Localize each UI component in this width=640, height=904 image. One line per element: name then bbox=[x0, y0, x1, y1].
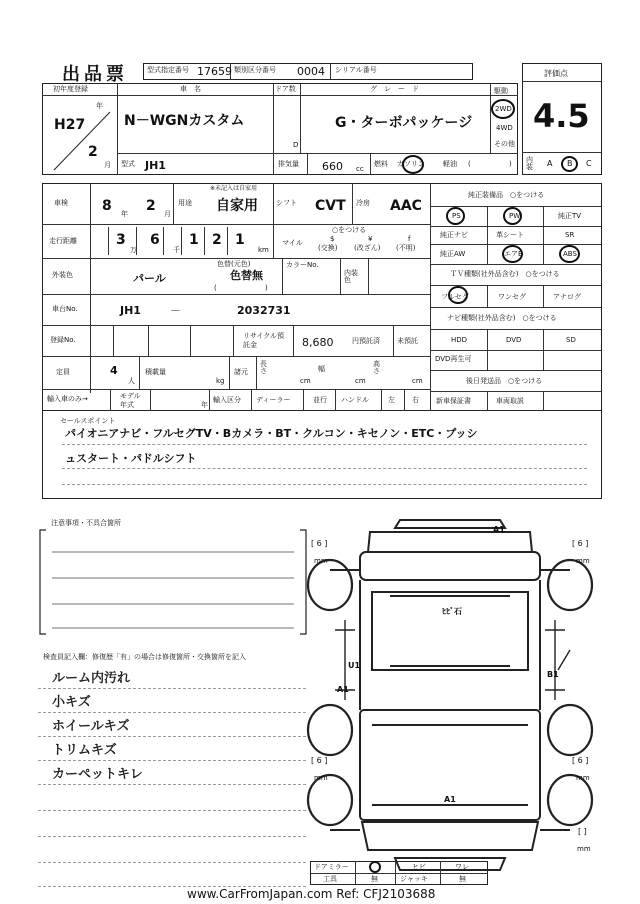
car-name: N－WGNカスタム bbox=[124, 113, 245, 129]
recycle-unpaid: 未預託 bbox=[397, 337, 418, 345]
interior-b-circle bbox=[561, 156, 578, 172]
sales-point-line-1: パイオニアナビ・フルセグTV・Bカメラ・BT・クルコン・キセノン・ETC・プッシ bbox=[65, 427, 478, 440]
first-reg-slash bbox=[50, 110, 112, 172]
chassis-number: 2032731 bbox=[237, 304, 291, 317]
tread-rear-left-mm: mm bbox=[314, 774, 328, 782]
page-title: 出品票 bbox=[62, 64, 128, 85]
import-class-label: 輸入区分 bbox=[213, 396, 241, 404]
later-title: 後日発送品 ○をつける bbox=[466, 377, 543, 385]
later-warranty: 新車保証書 bbox=[436, 397, 471, 405]
inspection-year: 8 bbox=[102, 198, 112, 214]
mileage-digit-5: 1 bbox=[235, 232, 245, 248]
use-note: ※未記入は自家用 bbox=[210, 185, 258, 192]
damage-b1: B1 bbox=[547, 670, 559, 679]
drive-2wd-circle bbox=[491, 99, 515, 119]
equip-navi: 純正ナビ bbox=[440, 231, 468, 239]
fuel-label: 燃料 bbox=[374, 160, 388, 168]
dims-height: 高さ bbox=[373, 360, 380, 375]
load-kg: kg bbox=[216, 377, 225, 385]
damage-a1-top: A1 bbox=[493, 525, 505, 534]
navi-sd: SD bbox=[566, 336, 576, 344]
tv-title: ＴＶ種類(社外品含む) ○をつける bbox=[450, 270, 560, 278]
unknown-label: (不明) bbox=[396, 244, 416, 252]
fuel-paren-close: ) bbox=[509, 160, 512, 168]
handle-right: 右 bbox=[412, 396, 419, 404]
legend-ware: ワレ bbox=[455, 863, 469, 871]
interior-a: A bbox=[547, 159, 553, 168]
equip-aw: 純正AW bbox=[440, 250, 466, 258]
equip-pw-circle bbox=[503, 207, 522, 225]
mileage-km: km bbox=[258, 246, 269, 254]
recycle-label: リサイクル預託金 bbox=[243, 332, 285, 349]
model-year-nen: 年 bbox=[201, 401, 208, 409]
repaint-paren-open: ( bbox=[214, 284, 217, 292]
legend-mirror-circle bbox=[369, 861, 381, 873]
model-label: 型式 bbox=[121, 160, 135, 168]
recycle-paid: 円預託済 bbox=[352, 337, 380, 345]
equip-abs-circle bbox=[559, 245, 580, 263]
rating-label: 評価点 bbox=[544, 69, 568, 78]
exchange-symbol: $ bbox=[330, 235, 335, 243]
month-suffix: 月 bbox=[104, 161, 111, 169]
equip-ps: PS bbox=[452, 212, 461, 220]
year-suffix: 年 bbox=[96, 102, 103, 110]
miles-label: マイル bbox=[282, 239, 303, 247]
fuel-diesel: 軽油 bbox=[443, 160, 457, 168]
damage-u1: U1 bbox=[348, 661, 361, 670]
legend-jack-value: 無 bbox=[459, 875, 466, 883]
mileage-man: 万 bbox=[130, 246, 137, 254]
legend-door-mirror: ドアミラー bbox=[314, 863, 349, 871]
inspector-label: 検査員記入欄：修復歴「有」の場合は修復箇所・交換箇所を記入 bbox=[43, 653, 246, 661]
tread-front-right-mm: mm bbox=[576, 557, 590, 565]
navi-dvd: DVD bbox=[506, 336, 522, 344]
tamper-symbol: ¥ bbox=[368, 235, 373, 243]
color-no-label: カラーNo. bbox=[286, 261, 319, 269]
tread-rear-right: [ 6 ] bbox=[572, 756, 589, 765]
equip-abs: ABS bbox=[563, 250, 577, 258]
repaint-paren-close: ) bbox=[265, 284, 268, 292]
chassis-prefix: JH1 bbox=[120, 304, 141, 317]
damage-a1-bottom: A1 bbox=[444, 795, 456, 804]
equip-airbag-circle bbox=[502, 245, 523, 263]
load-label: 積載量 bbox=[145, 368, 166, 376]
color-value: パール bbox=[133, 272, 166, 285]
doors-d: D bbox=[293, 141, 299, 149]
ac-value: AAC bbox=[390, 198, 422, 214]
inspection-label: 車検 bbox=[54, 199, 68, 207]
inspection-gatsu: 月 bbox=[164, 210, 171, 218]
legend-tools: 工具 bbox=[323, 875, 337, 883]
grade: G・ターボパッケージ bbox=[335, 115, 473, 131]
car-name-label: 車 名 bbox=[180, 85, 201, 93]
dims-length: 長さ bbox=[260, 360, 267, 375]
mileage-sen: 千 bbox=[173, 246, 180, 254]
handle-left: 左 bbox=[388, 396, 395, 404]
interior-c: C bbox=[586, 159, 592, 168]
dims-width: 幅 bbox=[318, 365, 325, 373]
drive-label: 駆動 bbox=[494, 87, 508, 95]
tread-spare: [ ] bbox=[578, 827, 587, 836]
model-year-label: モデル年式 bbox=[120, 392, 141, 409]
note-item-1: ルーム内汚れ bbox=[52, 671, 131, 686]
damage-a1-left: A1 bbox=[337, 685, 349, 694]
repaint-value: 色替無 bbox=[230, 269, 263, 282]
shift-label: シフト bbox=[276, 199, 297, 207]
model: JH1 bbox=[145, 159, 166, 172]
car-body-diagram bbox=[300, 510, 600, 890]
capacity-label: 定員 bbox=[56, 368, 70, 376]
type-number-label: 型式指定番号 bbox=[147, 66, 189, 74]
tamper-label: (改ざん) bbox=[354, 244, 381, 252]
type-number-value: 17659 bbox=[197, 65, 232, 78]
use-label: 用途 bbox=[178, 199, 192, 207]
tread-rear-left: [ 6 ] bbox=[311, 756, 328, 765]
registration-label: 登録No. bbox=[50, 336, 76, 344]
tv-oneseg: ワンセグ bbox=[498, 293, 526, 301]
rating-value: 4.5 bbox=[533, 97, 590, 135]
sales-point-label: セールスポイント bbox=[60, 417, 116, 425]
inspection-month: 2 bbox=[146, 198, 156, 214]
inspection-nen: 年 bbox=[121, 210, 128, 218]
mileage-digit-1: 3 bbox=[116, 232, 126, 248]
equip-pw: PW bbox=[509, 212, 521, 220]
shift-value: CVT bbox=[315, 198, 346, 214]
dvd-playback: DVD再生可 bbox=[435, 355, 472, 363]
first-reg-era: H27 bbox=[54, 117, 86, 133]
class-number-label: 類別区分番号 bbox=[234, 66, 276, 74]
mileage-label: 走行距離 bbox=[49, 237, 77, 245]
dims-width-cm: cm bbox=[355, 377, 366, 385]
drive-4wd: 4WD bbox=[496, 124, 513, 132]
chassis-label: 車台No. bbox=[52, 305, 78, 313]
equip-ps-circle bbox=[446, 207, 465, 225]
mileage-circle-note: ○をつける bbox=[332, 226, 367, 234]
fuel-gasoline: ガソリン bbox=[397, 160, 425, 168]
legend-hibi: ヒビ bbox=[412, 863, 426, 871]
fuel-gasoline-circle bbox=[402, 155, 424, 174]
tread-spare-mm: mm bbox=[577, 845, 591, 853]
mileage-digit-2: 6 bbox=[150, 232, 160, 248]
sales-point-line-2: ュスタート・パドルシフト bbox=[65, 452, 197, 465]
caution-bracket bbox=[38, 528, 308, 638]
equip-leather: 革シート bbox=[496, 231, 524, 239]
displacement-label: 排気量 bbox=[278, 160, 299, 168]
doors-label: ドア数 bbox=[275, 85, 296, 93]
exchange-label: (交換) bbox=[318, 244, 338, 252]
legend-jack: ジャッキ bbox=[400, 875, 428, 883]
cc-unit: cc bbox=[356, 165, 364, 173]
capacity-value: 4 bbox=[110, 364, 118, 377]
note-item-2: 小キズ bbox=[52, 695, 91, 710]
equip-airbag: エアB bbox=[504, 250, 523, 258]
damage-hibi: ﾋﾋﾞ石 bbox=[442, 607, 462, 616]
equipment-title: 純正装備品 ○をつける bbox=[468, 191, 545, 199]
color-label: 外装色 bbox=[52, 271, 73, 279]
dims-label: 諸元 bbox=[234, 368, 248, 376]
note-item-5: カーペットキレ bbox=[52, 767, 143, 782]
grade-label: グ レ ー ド bbox=[370, 85, 419, 93]
tv-fullseg: フルセグ bbox=[441, 293, 469, 301]
equip-sr: SR bbox=[565, 231, 575, 239]
fuel-paren-open: ( bbox=[468, 160, 471, 168]
tv-analog: アナログ bbox=[553, 293, 581, 301]
serial-number-label: シリアル番号 bbox=[335, 66, 377, 74]
tread-rear-right-mm: mm bbox=[576, 774, 590, 782]
dims-length-cm: cm bbox=[300, 377, 311, 385]
caution-label: 注意事項・不具合箇所 bbox=[51, 519, 121, 527]
interior-b: B bbox=[567, 159, 573, 168]
interior-color-label: 内装色 bbox=[344, 269, 358, 284]
dealer: ディーラー bbox=[256, 396, 291, 404]
dims-height-cm: cm bbox=[412, 377, 423, 385]
tread-front-right: [ 6 ] bbox=[572, 539, 589, 548]
tv-fullseg-circle bbox=[448, 286, 468, 304]
class-number-value: 0004 bbox=[297, 65, 325, 78]
watermark: www.CarFromJapan.com Ref: CFJ2103688 bbox=[187, 887, 436, 901]
handle-label: ハンドル bbox=[341, 396, 369, 404]
first-reg-month: 2 bbox=[88, 144, 98, 160]
ac-label: 冷房 bbox=[356, 199, 370, 207]
recycle-value: 8,680 bbox=[302, 336, 334, 349]
import-label: 輸入車のみ→ bbox=[47, 395, 88, 403]
capacity-person: 人 bbox=[128, 377, 135, 385]
repaint-label: 色替(元色) bbox=[217, 260, 251, 268]
mileage-digit-4: 2 bbox=[212, 232, 222, 248]
mileage-digit-3: 1 bbox=[189, 232, 199, 248]
tread-front-left-mm: mm bbox=[314, 557, 328, 565]
tread-front-left: [ 6 ] bbox=[311, 539, 328, 548]
chassis-dash: － bbox=[170, 304, 181, 317]
legend-tools-value: 無 bbox=[371, 875, 378, 883]
displacement: 660 bbox=[322, 160, 343, 173]
drive-other: その他 bbox=[494, 140, 515, 148]
note-item-3: ホイールキズ bbox=[52, 719, 130, 734]
note-item-4: トリムキズ bbox=[52, 743, 117, 758]
parallel: 並行 bbox=[313, 396, 327, 404]
first-reg-label: 初年度登録 bbox=[53, 85, 88, 93]
unknown-symbol: f bbox=[408, 235, 411, 243]
navi-hdd: HDD bbox=[451, 336, 468, 344]
later-manual: 車両取説 bbox=[496, 397, 524, 405]
use-value: 自家用 bbox=[216, 198, 258, 214]
drive-2wd: 2WD bbox=[495, 105, 512, 113]
interior-label: 内装 bbox=[526, 156, 533, 171]
navi-title: ナビ種類(社外品含む) ○をつける bbox=[447, 314, 557, 322]
equip-tv: 純正TV bbox=[558, 212, 582, 220]
